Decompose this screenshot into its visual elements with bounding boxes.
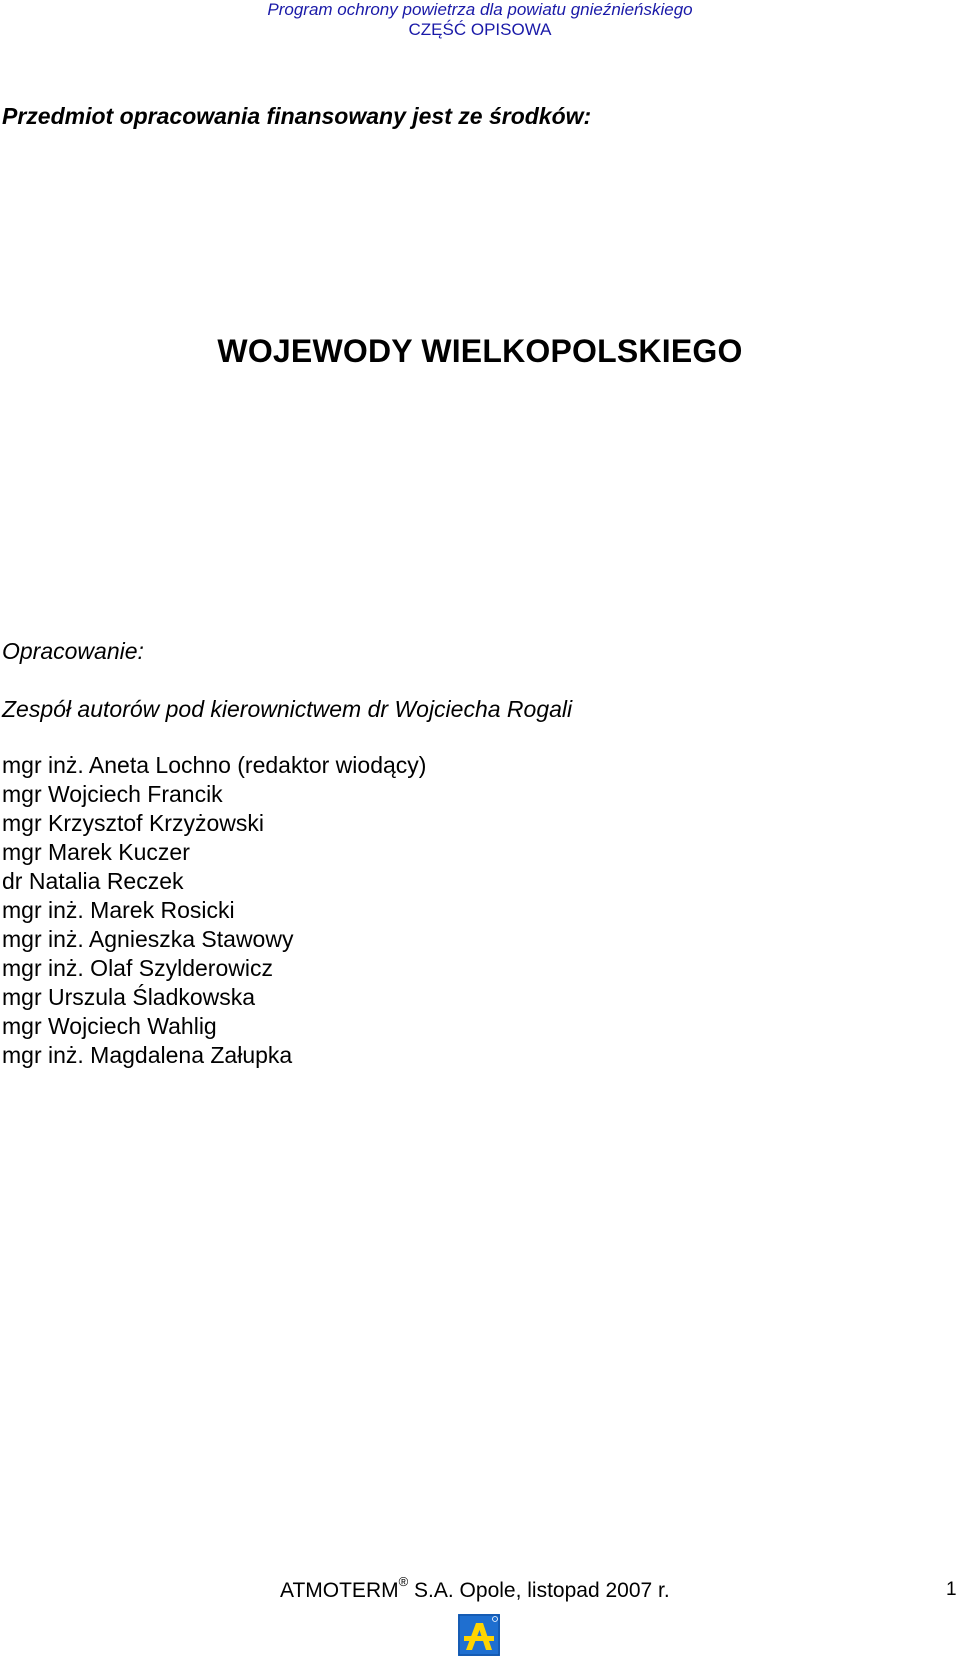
author-item: mgr Wojciech Wahlig [2,1013,217,1039]
preparation-label: Opracowanie: [2,638,144,664]
author-item: mgr inż. Aneta Lochno (redaktor wiodący) [2,752,427,778]
author-item: mgr Wojciech Francik [2,781,223,807]
page-number: 1 [946,1579,957,1600]
authors-list [2,751,426,1070]
funder-name: WOJEWODY WIELKOPOLSKIEGO [217,333,743,369]
footer-publisher [280,1574,670,1603]
author-item: mgr Krzysztof Krzyżowski [2,810,264,836]
atmoterm-logo-icon [458,1614,500,1656]
header-title: Program ochrony powietrza dla powiatu gnieźnieńskiego [267,0,693,19]
logo-crossbar [464,1636,494,1641]
footer-company: ATMOTERM [280,1579,399,1602]
author-item: mgr Urszula Śladkowska [2,984,256,1010]
team-leader-line: Zespół autorów pod kierownictwem dr Wojciecha Rogali [2,696,573,722]
author-item: mgr inż. Magdalena Załupka [2,1042,293,1068]
logo-background [458,1614,500,1656]
footer-place-date: S.A. Opole, listopad 2007 r. [408,1579,670,1602]
author-item: mgr Marek Kuczer [2,839,190,865]
funding-label: Przedmiot opracowania finansowany jest ze środków: [2,103,592,129]
author-item: mgr inż. Agnieszka Stawowy [2,926,294,952]
registered-mark: ® [398,1574,409,1589]
author-item: dr Natalia Reczek [2,868,184,894]
author-item: mgr inż. Olaf Szylderowicz [2,955,273,981]
author-item: mgr inż. Marek Rosicki [2,897,235,923]
header-section: CZĘŚĆ OPISOWA [408,20,552,39]
